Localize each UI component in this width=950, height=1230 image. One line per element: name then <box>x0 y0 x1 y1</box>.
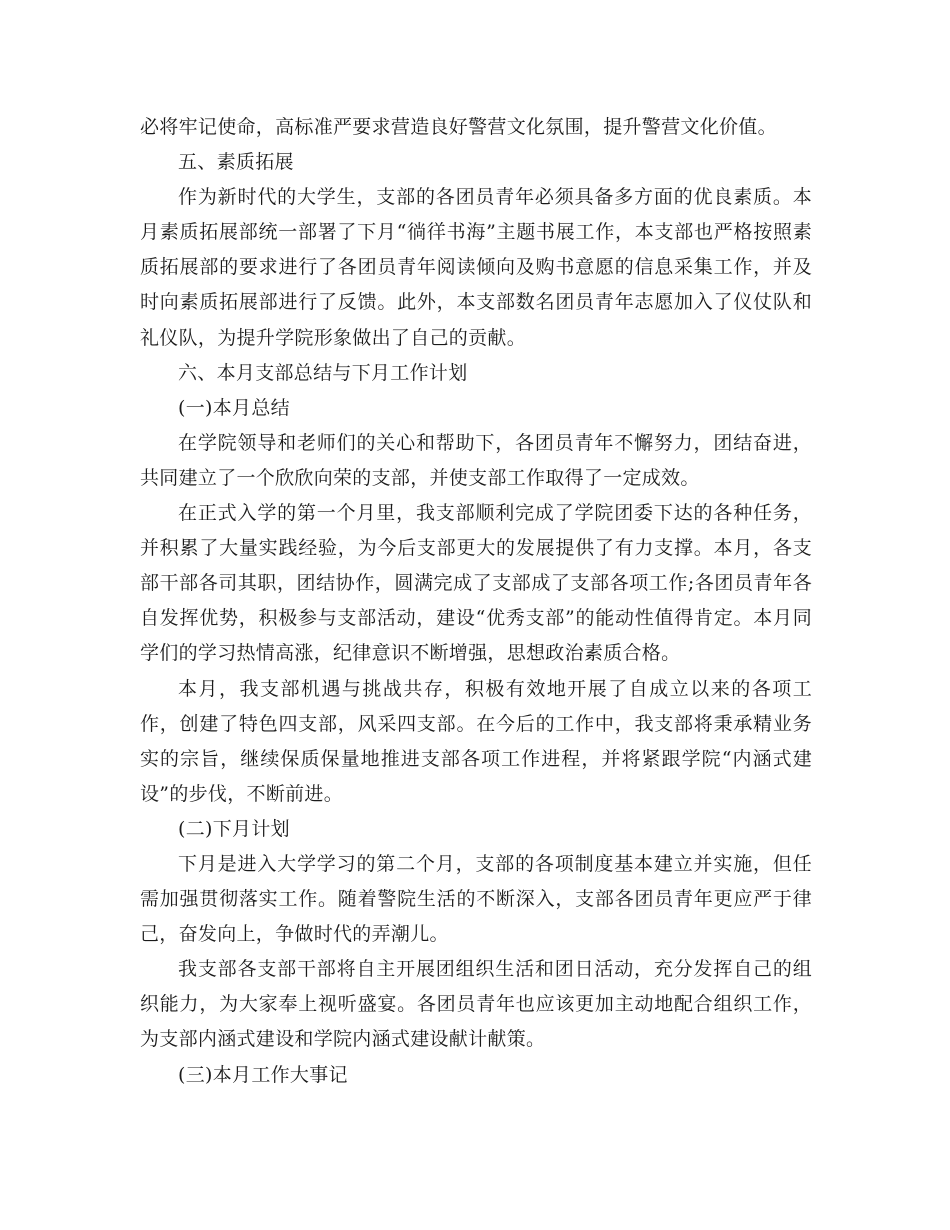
paragraph-plan-1: 下月是进入大学学习的第二个月，支部的各项制度基本建立并实施，但任需加强贯彻落实工作。随着警院生活的不断深入，支部各团员青年更应严于律己，奋发向上，争做时代的弄潮儿。 <box>140 852 812 946</box>
subheading-next-month-plan: (二)下月计划 <box>178 817 290 840</box>
subheading-monthly-events: (三)本月工作大事记 <box>178 1063 348 1086</box>
paragraph-summary-2: 在正式入学的第一个月里，我支部顺利完成了学院团委下达的各种任务，并积累了大量实践经验，为今后支部更大的发展提供了有力支撑。本月，各支部干部各司其职，团结协作，圆满完成了支部成了支部各项工作;各团员青年各自发挥优势，积极参与支部活动，建设“优秀支部”的能动性值得肯定。本月同学们的学习热情高涨，纪律意识不断增强，思想政治素质合格。 <box>140 502 812 665</box>
subheading-monthly-summary: (一)本月总结 <box>178 396 290 419</box>
paragraph-quality-expansion: 作为新时代的大学生，支部的各团员青年必须具备多方面的优良素质。本月素质拓展部统一部署了下月“徜徉书海”主题书展工作，本支部也严格按照素质拓展部的要求进行了各团员青年阅读倾向及购书意愿的信息采集工作，并及时向素质拓展部进行了反馈。此外，本支部数名团员青年志愿加入了仪仗队和礼仪队，为提升学院形象做出了自己的贡献。 <box>140 186 812 349</box>
document-body <box>140 110 812 1093</box>
paragraph-summary-1: 在学院领导和老师们的关心和帮助下，各团员青年不懈努力，团结奋进，共同建立了一个欣欣向荣的支部，并使支部工作取得了一定成效。 <box>140 431 812 489</box>
paragraph-summary-3: 本月，我支部机遇与挑战共存，积极有效地开展了自成立以来的各项工作，创建了特色四支部，风采四支部。在今后的工作中，我支部将秉承精业务实的宗旨，继续保质保量地推进支部各项工作进程，并将紧跟学院“内涵式建设”的步伐，不断前进。 <box>140 677 812 805</box>
paragraph-continuation: 必将牢记使命，高标准严要求营造良好警营文化氛围，提升警营文化价值。 <box>140 116 777 138</box>
section-heading-summary-and-plan: 六、本月支部总结与下月工作计划 <box>178 361 468 384</box>
paragraph-plan-2: 我支部各支部干部将自主开展团组织生活和团日活动，充分发挥自己的组织能力，为大家奉上视听盛宴。各团员青年也应该更加主动地配合组织工作，为支部内涵式建设和学院内涵式建设献计献策。 <box>140 958 812 1051</box>
section-heading-quality-expansion: 五、素质拓展 <box>178 151 294 174</box>
